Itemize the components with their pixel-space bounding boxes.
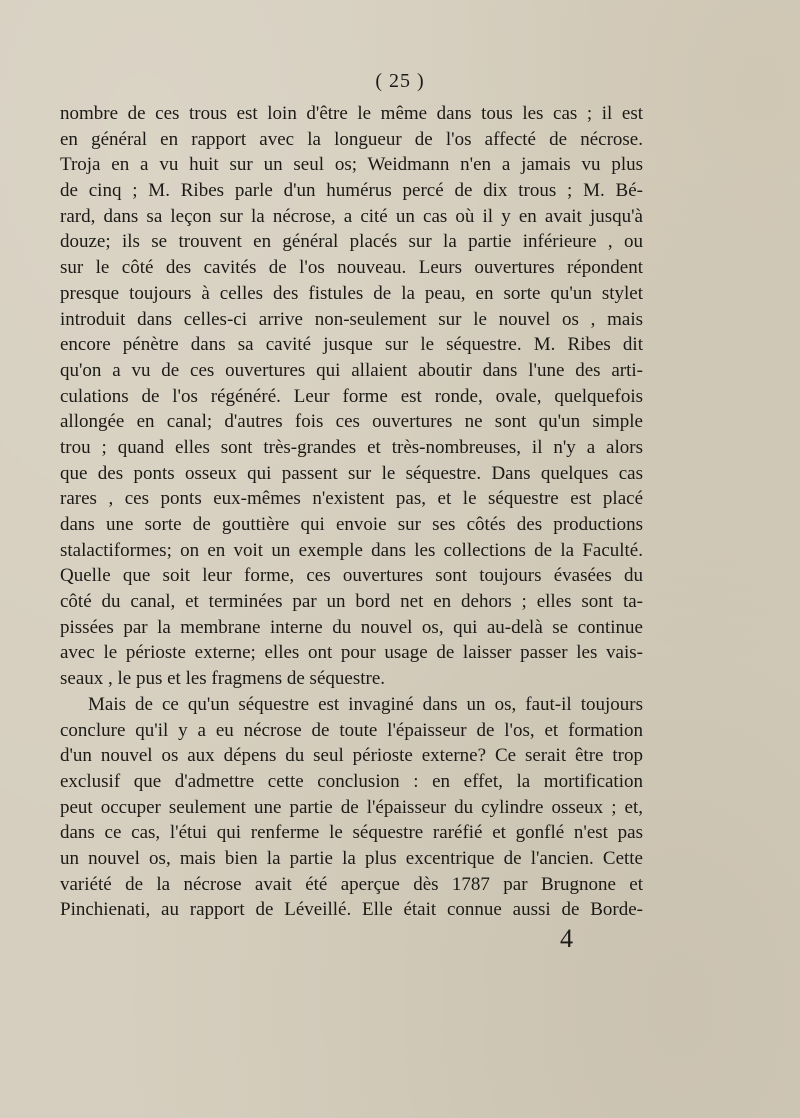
text-line: allongée en canal; d'autres fois ces ouvertures ne sont qu'un simple — [60, 411, 643, 433]
text-line: rard, dans sa leçon sur la nécrose, a cité un cas où il y en avait jusqu'à — [60, 205, 643, 227]
body-text — [60, 101, 643, 923]
text-line: dans une sorte de gouttière qui envoie sur ses côtés des productions — [60, 514, 643, 535]
text-line: introduit dans celles-ci arrive non-seulement sur le nouvel os , mais — [60, 308, 643, 330]
text-line: d'un nouvel os aux dépens du seul périoste externe? Ce serait être trop — [60, 745, 643, 767]
text-line: variété de la nécrose avait été aperçue dès 1787 par Brugnone et — [60, 873, 643, 895]
text-line: que des ponts osseux qui passent sur le séquestre. Dans quelques cas — [60, 462, 643, 484]
text-line: douze; ils se trouvent en général placés sur la partie inférieure , ou — [60, 231, 643, 253]
text-line: stalactiformes; on en voit un exemple dans les collections de la Faculté. — [60, 539, 643, 561]
text-line: en général en rapport avec la longueur de l'os affecté de nécrose. — [60, 128, 643, 150]
text-line: Quelle que soit leur forme, ces ouvertures sont toujours évasées du — [60, 565, 643, 587]
text-line: avec le périoste externe; elles ont pour usage de laisser passer les vais- — [60, 642, 643, 664]
page-number: ( 25 ) — [375, 70, 425, 92]
text-line: Troja en a vu huit sur un seul os; Weidmann n'en a jamais vu plus — [60, 154, 643, 176]
text-line: pissées par la membrane interne du nouvel os, qui au-delà se continue — [60, 616, 643, 638]
text-line: peut occuper seulement une partie de l'épaisseur du cylindre osseux ; et, — [60, 796, 643, 818]
text-line: nombre de ces trous est loin d'être le même dans tous les cas ; il est — [60, 103, 643, 124]
text-line: trou ; quand elles sont très-grandes et très-nombreuses, il n'y a alors — [60, 436, 643, 458]
text-line: Pinchienati, au rapport de Léveillé. Elle était connue aussi de Borde- — [60, 899, 643, 921]
text-line-paragraph-end: seaux , le pus et les fragmens de séquestre. — [60, 668, 386, 690]
text-line: dans ce cas, l'étui qui renferme le séquestre raréfié et gonflé n'est pas — [60, 822, 643, 844]
signature-mark: 4 — [560, 924, 573, 953]
text-line: rares , ces ponts eux-mêmes n'existent pas, et le séquestre est placé — [60, 488, 643, 510]
text-line: conclure qu'il y a eu nécrose de toute l'épaisseur de l'os, et formation — [60, 719, 643, 741]
text-line: encore pénètre dans sa cavité jusque sur le séquestre. M. Ribes dit — [60, 334, 643, 356]
text-line: culations de l'os régénéré. Leur forme est ronde, ovale, quelquefois — [60, 385, 643, 407]
text-line: qu'on a vu de ces ouvertures qui allaient aboutir dans l'une des arti- — [60, 359, 643, 381]
text-line: exclusif que d'admettre cette conclusion : en effet, la mortification — [60, 770, 643, 792]
text-line: un nouvel os, mais bien la partie la plus excentrique de l'ancien. Cette — [60, 847, 643, 869]
text-line: de cinq ; M. Ribes parle d'un humérus percé de dix trous ; M. Bé- — [60, 180, 643, 202]
text-line: presque toujours à celles des fistules de la peau, en sorte qu'un stylet — [60, 282, 643, 304]
text-line: sur le côté des cavités de l'os nouveau. Leurs ouvertures répondent — [60, 257, 643, 279]
text-line-paragraph-start: Mais de ce qu'un séquestre est invaginé dans un os, faut-il toujours — [88, 693, 643, 715]
text-line: côté du canal, et terminées par un bord net en dehors ; elles sont ta- — [60, 591, 643, 613]
